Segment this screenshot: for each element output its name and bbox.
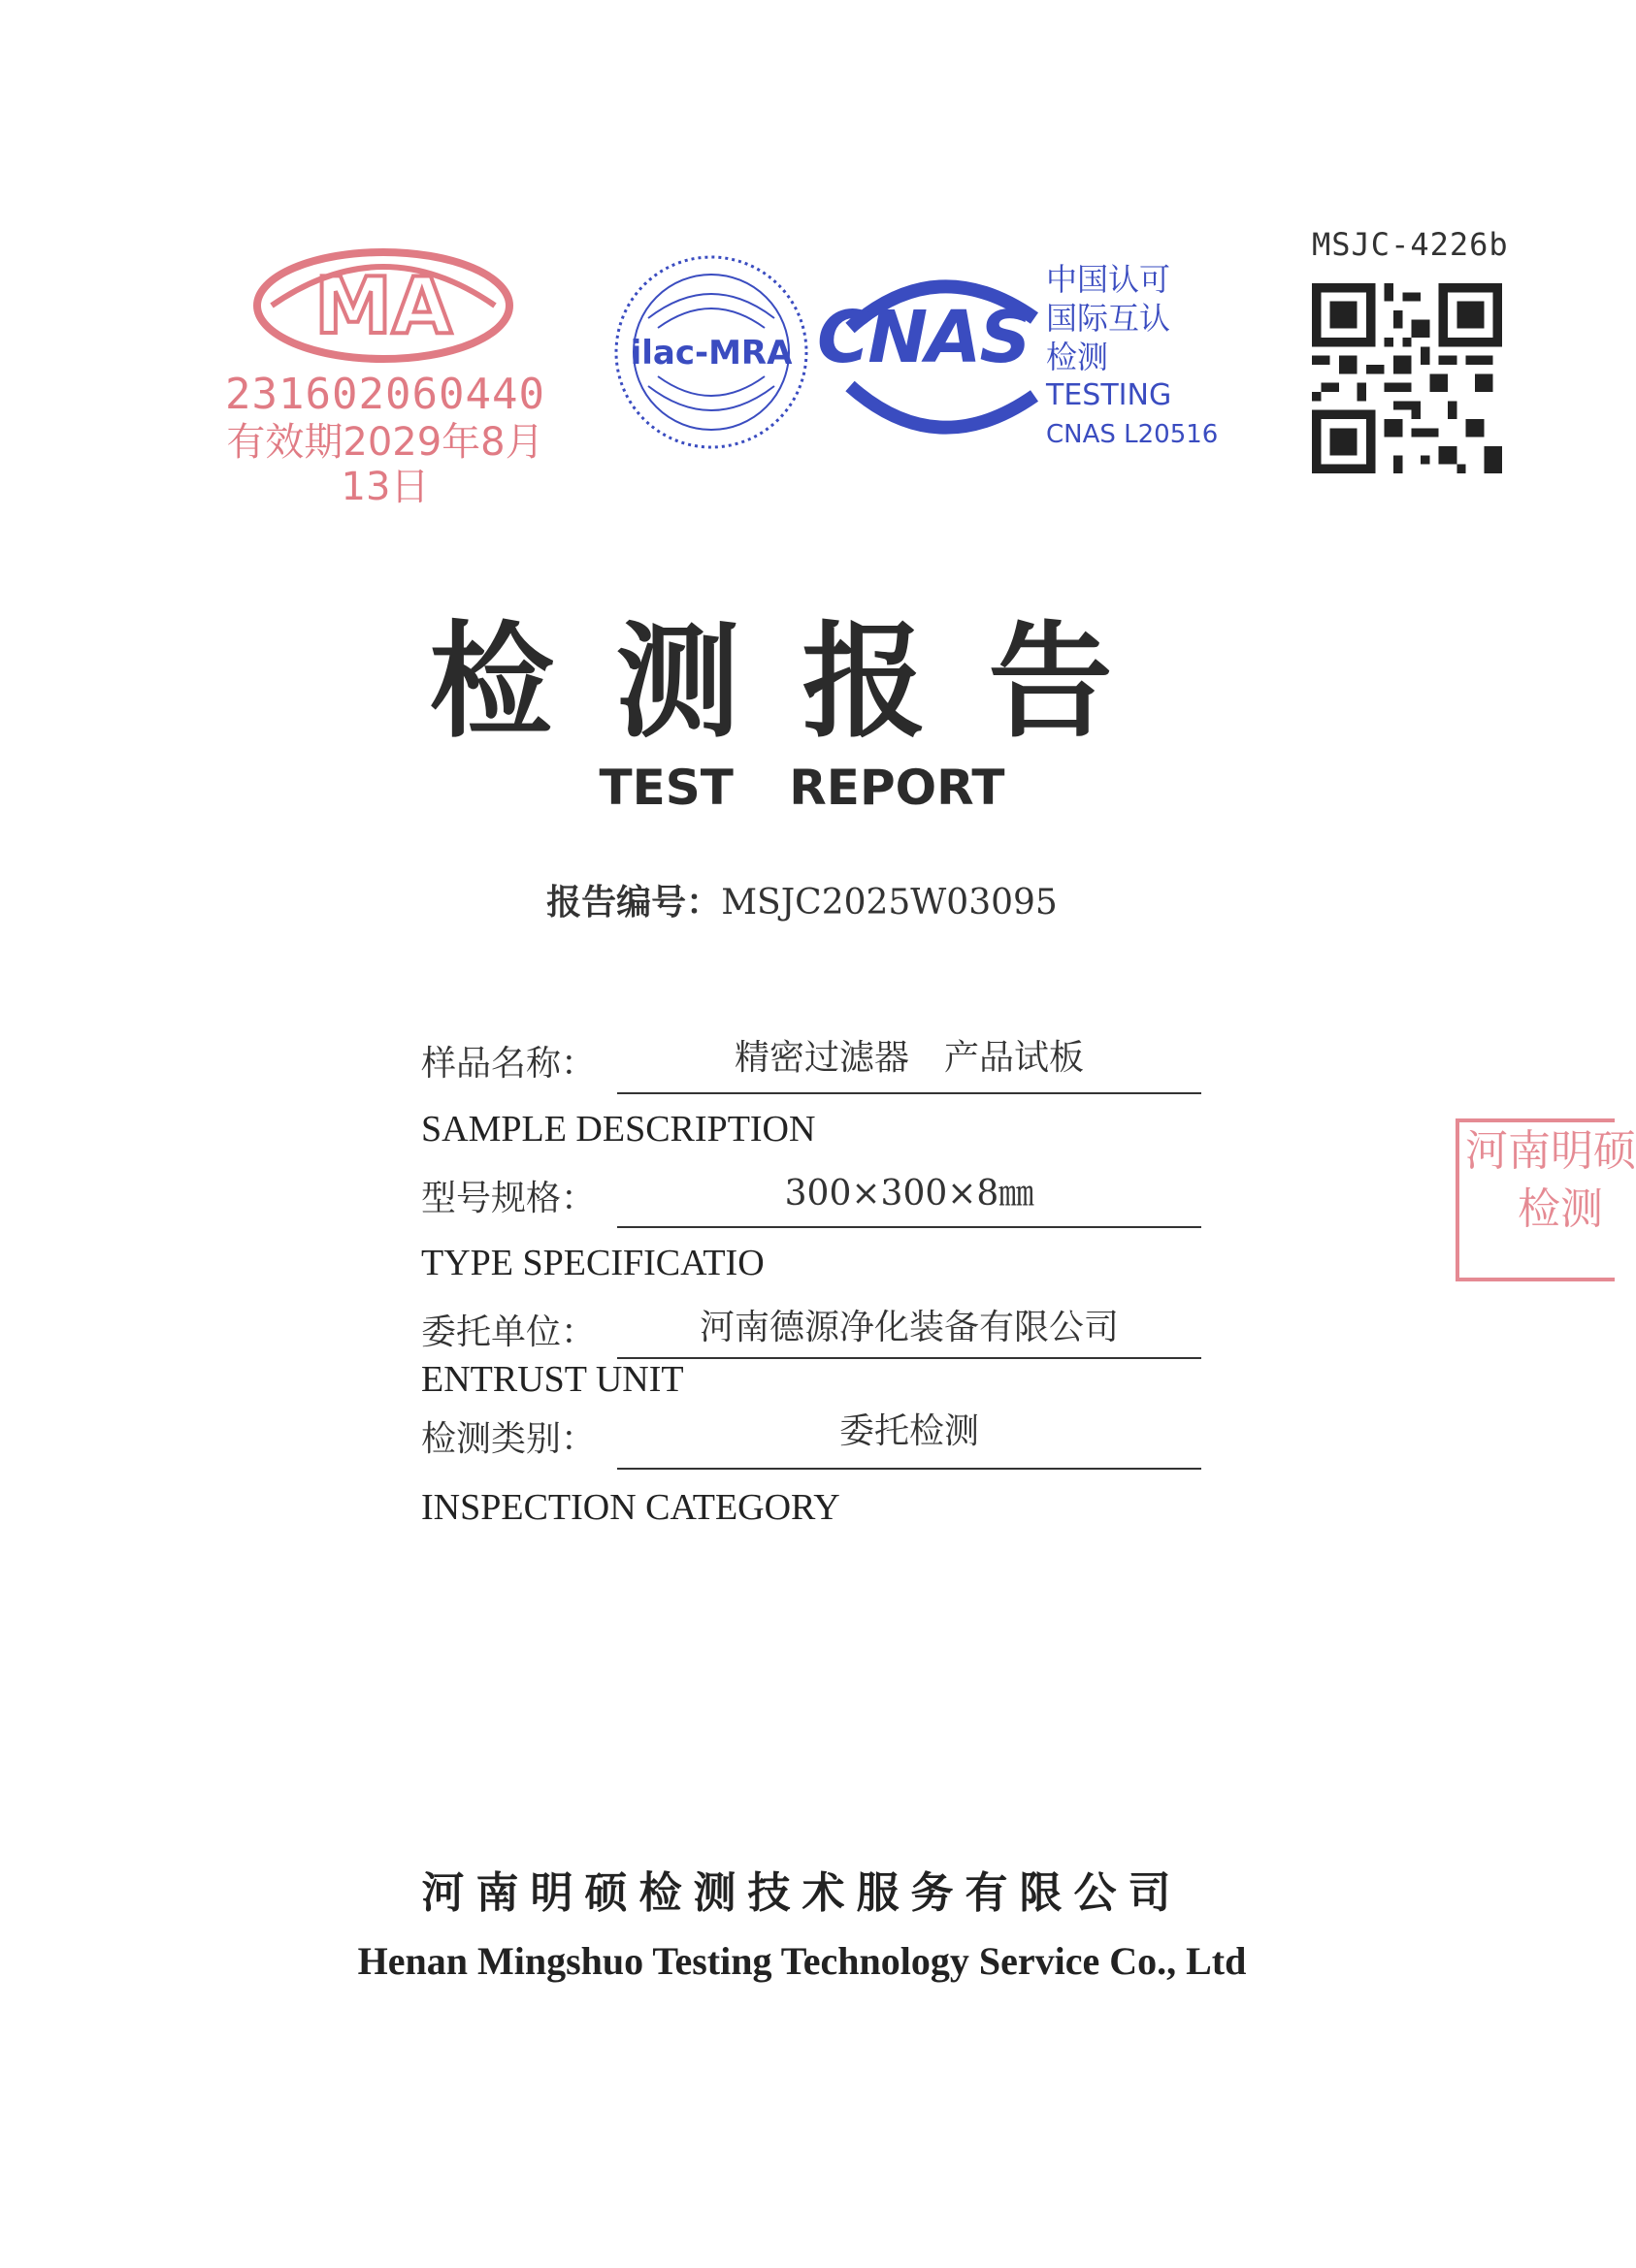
cnas-license: CNAS L20516 [1046,420,1219,449]
cnas-line-1: 中国认可 [1046,261,1171,298]
type-label-cn: 型号规格： [421,1179,597,1218]
ilac-mra-logo-icon [609,250,813,454]
cnas-line-3: 检测 [1046,339,1109,375]
entrust-underline [617,1357,1201,1359]
seal-line-2: 检测 [1518,1184,1603,1234]
report-number [0,875,1604,924]
cma-number: 231602060440 [225,370,545,419]
sample-value: 精密过滤器 产品试板 [734,1038,1084,1078]
ilac-text: ilac-MRA [630,334,793,373]
category-underline [617,1468,1201,1470]
company-seal-stamp [1456,1118,1636,1281]
report-title-cn: 检测报告 [429,609,1175,755]
entrust-value: 河南德源净化装备有限公司 [699,1308,1119,1347]
cnas-logo-text: CNAS [817,296,1030,379]
category-value: 委托检测 [838,1411,979,1451]
sample-label-en: SAMPLE DESCRIPTION [421,1109,816,1150]
qr-code-icon [1312,283,1502,473]
report-title-en: TEST REPORT [599,760,1005,816]
sample-underline [617,1092,1201,1094]
cma-stamp [225,247,545,509]
entrust-label-cn: 委托单位： [421,1312,597,1352]
type-value: 300×300×8㎜ [784,1174,1034,1214]
cma-logo-text: MA [314,261,452,351]
cma-validity: 有效期2029年8月13日 [226,420,544,509]
report-number-label: 报告编号： [546,883,722,923]
type-label-en: TYPE SPECIFICATIO [421,1243,765,1283]
category-label-cn: 检测类别： [421,1419,597,1459]
cnas-line-4: TESTING [1046,378,1172,412]
cnas-line-2: 国际互认 [1046,300,1171,337]
cnas-accreditation-text [1046,260,1219,454]
seal-line-1: 河南明硕 [1465,1126,1636,1176]
type-underline [617,1226,1201,1228]
company-name-en: Henan Mingshuo Testing Technology Service Co., Ltd [357,1939,1247,1983]
entrust-label-en: ENTRUST UNIT [421,1359,684,1400]
sample-label-cn: 样品名称： [421,1044,597,1084]
company-name-cn: 河南明硕检测技术服务有限公司 [421,1868,1183,1918]
report-number-value: MSJC2025W03095 [721,883,1058,923]
qr-code-label: MSJC-4226b [1312,226,1509,263]
category-label-en: INSPECTION CATEGORY [421,1487,840,1528]
cma-logo-icon [252,247,514,364]
